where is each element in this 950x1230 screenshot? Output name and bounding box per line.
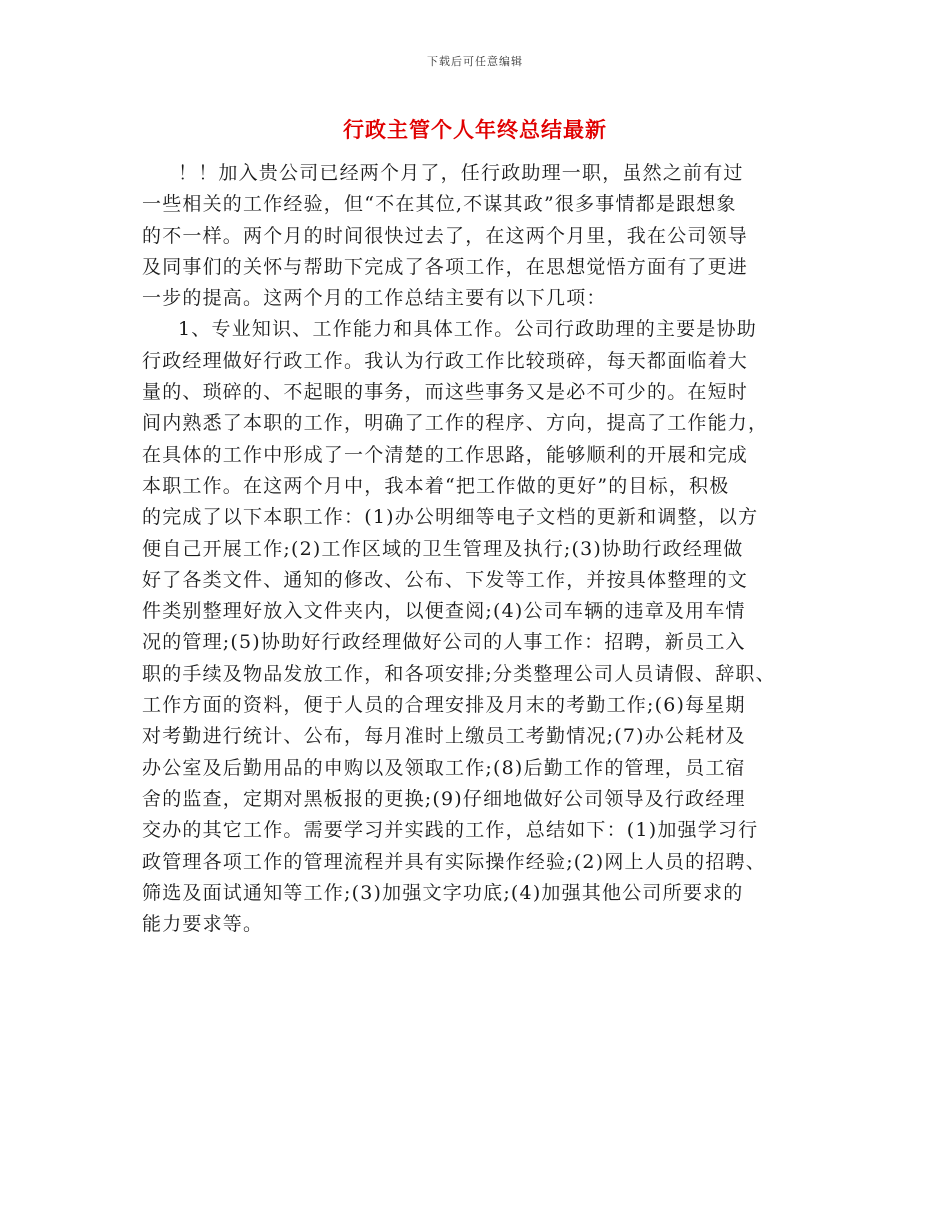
paragraph-line: 筛选及面试通知等工作;(3)加强文字功底;(4)加强其他公司所要求的: [142, 881, 744, 904]
paragraph-line: 政管理各项工作的管理流程并具有实际操作经验;(2)网上人员的招聘、: [142, 850, 766, 873]
paragraph-line: 的完成了以下本职工作：(1)办公明细等电子文档的更新和调整，以方: [142, 506, 759, 529]
paragraph-line: 量的、琐碎的、不起眼的事务，而这些事务又是必不可少的。在短时: [142, 381, 749, 404]
paragraph-line: 行政经理做好行政工作。我认为行政工作比较琐碎，每天都面临着大: [142, 349, 749, 372]
document-title: 行政主管个人年终总结最新: [343, 117, 607, 142]
paragraph-line: 间内熟悉了本职的工作，明确了工作的程序、方向，提高了工作能力，: [142, 412, 769, 435]
paragraph-line: 一些相关的工作经验，但“不在其位,不谋其政”很多事情都是跟想象: [142, 193, 737, 216]
paragraph-line: 交办的其它工作。需要学习并实践的工作，总结如下：(1)加强学习行: [142, 819, 759, 842]
paragraph-line: 能力要求等。: [142, 913, 264, 936]
paragraph-line: ！！加入贵公司已经两个月了，任行政助理一职，虽然之前有过: [178, 162, 744, 184]
paragraph-line: 办公室及后勤用品的申购以及领取工作;(8)后勤工作的管理，员工宿: [142, 756, 746, 779]
paragraph-line: 舍的监查，定期对黑板报的更换;(9)仔细地做好公司领导及行政经理: [142, 787, 746, 810]
paragraph-line: 及同事们的关怀与帮助下完成了各项工作，在思想觉悟方面有了更进: [142, 255, 749, 278]
paragraph-line: 的不一样。两个月的时间很快过去了，在这两个月里，我在公司领导: [142, 224, 749, 247]
paragraph-line: 在具体的工作中形成了一个清楚的工作思路，能够顺利的开展和完成: [142, 443, 749, 466]
document-body: [142, 158, 814, 940]
paragraph-line: 职的手续及物品发放工作，和各项安排;分类整理公司人员请假、辞职、: [142, 662, 776, 685]
header-note: 下载后可任意编辑: [427, 55, 523, 68]
paragraph-line: 本职工作。在这两个月中，我本着“把工作做的更好”的目标，积极: [142, 474, 730, 497]
paragraph-line: 1、专业知识、工作能力和具体工作。公司行政助理的主要是协助: [178, 318, 757, 341]
paragraph-line: 好了各类文件、通知的修改、公布、下发等工作，并按具体整理的文: [142, 568, 749, 591]
paragraph-line: 对考勤进行统计、公布，每月准时上缴员工考勤情况;(7)办公耗材及: [142, 725, 746, 748]
paragraph-line: 工作方面的资料，便于人员的合理安排及月末的考勤工作;(6)每星期: [142, 694, 746, 717]
paragraph-line: 件类别整理好放入文件夹内，以便查阅;(4)公司车辆的违章及用车情: [142, 600, 746, 623]
paragraph-line: 一步的提高。这两个月的工作总结主要有以下几项：: [142, 287, 607, 310]
paragraph-line: 便自己开展工作;(2)工作区域的卫生管理及执行;(3)协助行政经理做: [142, 537, 744, 560]
paragraph-line: 况的管理;(5)协助好行政经理做好公司的人事工作：招聘，新员工入: [142, 631, 746, 654]
